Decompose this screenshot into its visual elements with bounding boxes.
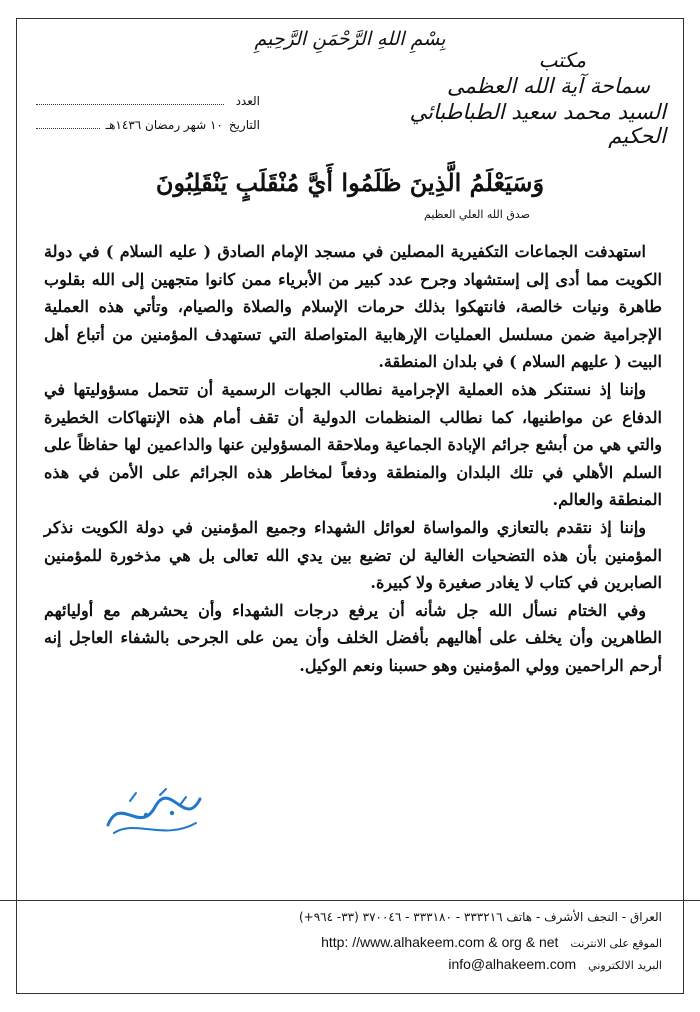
statement-body <box>44 238 662 680</box>
website-link[interactable]: http: //www.alhakeem.com & org & net <box>321 934 559 950</box>
signature-graphic <box>100 785 210 843</box>
number-row <box>30 94 260 108</box>
paragraph-1: استهدفت الجماعات التكفيرية المصلين في مسجد الإمام الصادق ( عليه السلام ) في دولة الكويت مما أدى إلى إستشهاد وجرح عدد كبير من الأبرياء ممن كانوا متجهين إلى الله بقلوب طاهرة ونيات خالصة، فانتهكوا بذلك حرمات الإسلام والصلاة والصيام، وتأتي هذه العملية الإجرامية ضمن مسلسل العمليات الإرهابية المتواصلة التي تستهدف المؤمنين من أتباع أهل البيت ( عليهم السلام ) في بلدان المنطقة. <box>44 242 662 372</box>
document-meta <box>30 94 260 142</box>
footer-rule <box>0 900 700 901</box>
paragraph-3: وإننا إذ نتقدم بالتعازي والمواساة لعوائل الشهداء وجميع المؤمنين في دولة الكويت نذكر المؤمنين بأن هذه التضحيات الغالية لن تضيع بين يدي الله تعالى بل هي مذخورة للمؤمنين الصابرين في كتاب لا يغادر صغيرة ولا كبيرة. <box>44 517 662 593</box>
date-value: ١٠ شهر رمضان ١٤٣٦هـ <box>105 118 223 132</box>
date-row <box>30 118 260 132</box>
footer <box>0 900 700 994</box>
footer-address: العراق - النجف الأشرف - هاتف ٣٣٣٢١٦ - ٣٣٣١٨٠ - ٣٧٠٠٤٦ (٣٣- ٩٦٤+) <box>298 910 662 924</box>
number-dots <box>36 94 224 105</box>
paragraph-4: وفي الختام نسأل الله جل شأنه أن يرفع درجات الشهداء وأن يحشرهم مع أوليائهم الطاهرين وأن يخلف على أهاليهم بأفضل الخلف وأن يمن على الجرحى بالشفاء العاجل إنه أرحم الراحمين وولي المؤمنين وهو حسبنا ونعم الوكيل. <box>44 600 662 675</box>
office-rank: سماحة آية الله العظمى <box>446 74 650 98</box>
website-label: الموقع على الانترنت <box>570 937 662 950</box>
office-name: السيد محمد سعيد الطباطبائي الحكيم <box>409 100 666 148</box>
office-title: مكتب <box>538 48 586 72</box>
verse-attribution: صدق الله العلي العظيم <box>424 208 530 221</box>
date-label: التاريخ <box>228 118 260 132</box>
signature-stamp <box>100 785 210 843</box>
email-link[interactable]: info@alhakeem.com <box>448 956 577 972</box>
website-row <box>321 934 662 950</box>
quran-verse: وَسَيَعْلَمُ الَّذِينَ ظَلَمُوا أَيَّ مُنْقَلَبٍ يَنْقَلِبُونَ <box>155 168 545 197</box>
email-label: البريد الالكتروني <box>588 959 662 972</box>
email-row <box>448 956 662 972</box>
number-label: العدد <box>235 94 260 108</box>
basmala: بِسْمِ اللهِ الرَّحْمَنِ الرَّحِيمِ <box>254 28 446 50</box>
office-header <box>366 48 666 148</box>
paragraph-2: وإننا إذ نستنكر هذه العملية الإجرامية نطالب الجهات الرسمية أن تتحمل مسؤوليتها في الدفاع عن مواطنيها، كما نطالب المنظمات الدولية أن تقف أمام هذه الإنتهاكات الخطيرة والتي هي من أبشع جرائم الإبادة الجماعية وملاحقة المسؤولين عنها والداعمين لها حفاظاً على السلم الأهلي في تلك البلدان والمنطقة ودفعاً لمخاطر هذه الجرائم على الأمن في هذه المنطقة والعالم. <box>44 379 663 510</box>
date-dots <box>36 118 100 129</box>
